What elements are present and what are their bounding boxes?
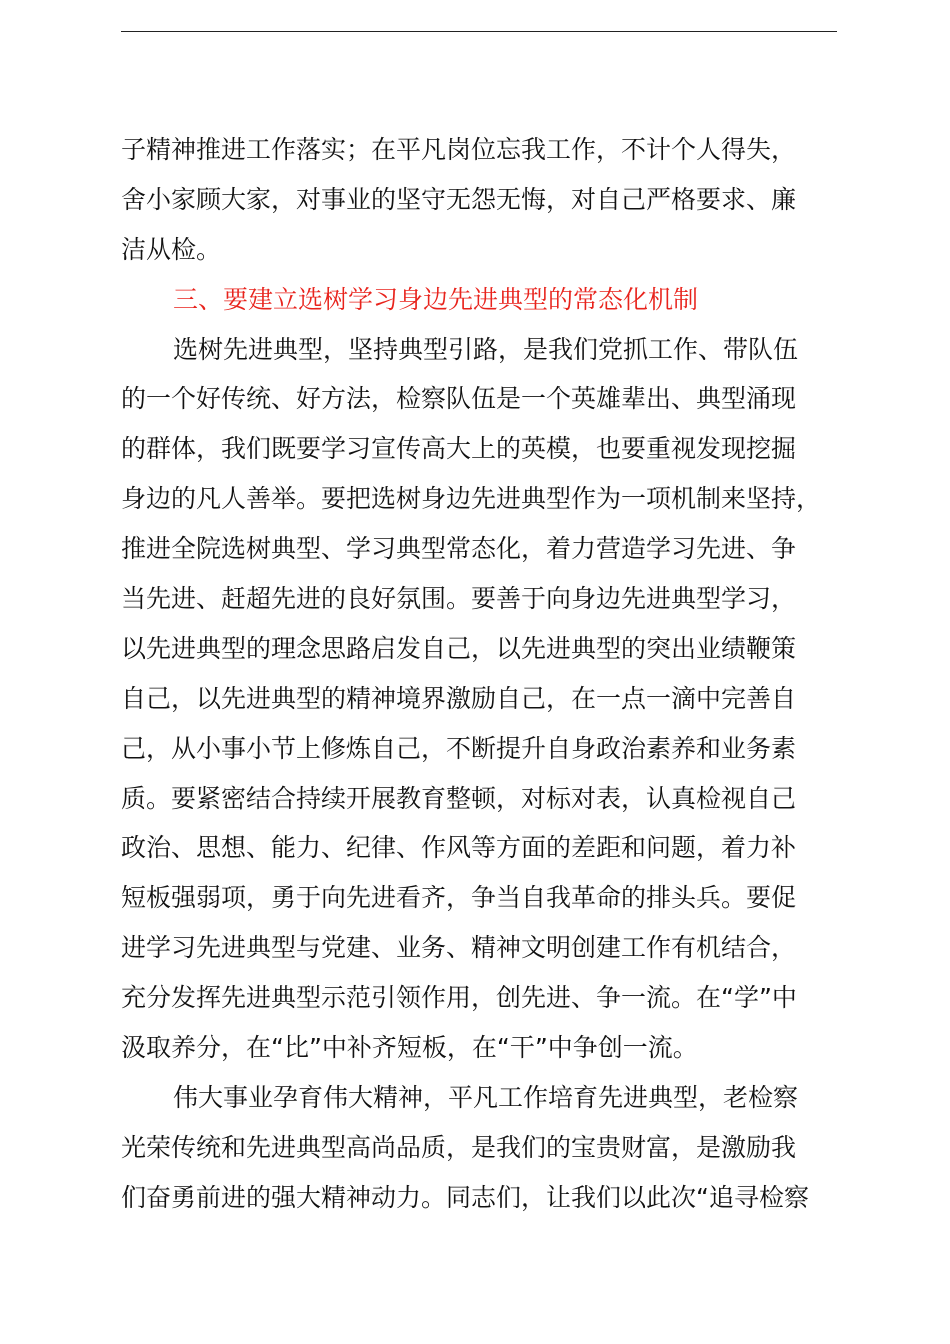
body-line: 短板强弱项，勇于向先进看齐，争当自我革命的排头兵。要促: [121, 883, 797, 913]
body-line: 的一个好传统、好方法，检察队伍是一个英雄辈出、典型涌现: [121, 384, 797, 414]
paragraph-first-line: 伟大事业孕育伟大精神，平凡工作培育先进典型，老检察: [173, 1082, 799, 1112]
body-line: 舍小家顾大家，对事业的坚守无怨无悔，对自己严格要求、廉: [121, 184, 797, 214]
body-line: 自己，以先进典型的精神境界激励自己，在一点一滴中完善自: [121, 683, 797, 713]
body-line: 政治、思想、能力、纪律、作风等方面的差距和问题，着力补: [121, 833, 797, 863]
body-line: 充分发挥先进典型示范引领作用，创先进、争一流。在“学”中: [121, 983, 797, 1013]
header-rule: [121, 31, 837, 32]
body-line: 当先进、赶超先进的良好氛围。要善于向身边先进典型学习，: [121, 584, 797, 614]
body-line: 们奋勇前进的强大精神动力。同志们，让我们以此次“追寻检察: [121, 1182, 809, 1212]
body-line: 光荣传统和先进典型高尚品质，是我们的宝贵财富，是激励我: [121, 1132, 797, 1162]
body-line: 质。要紧密结合持续开展教育整顿，对标对表，认真检视自己: [121, 783, 797, 813]
document-body: [121, 125, 841, 1223]
body-line: 推进全院选树典型、学习典型常态化，着力营造学习先进、争: [121, 534, 797, 564]
body-line: 汲取养分，在“比”中补齐短板，在“干”中争创一流。: [121, 1033, 698, 1063]
section-heading: 三、要建立选树学习身边先进典型的常态化机制: [173, 284, 699, 314]
body-line: 子精神推进工作落实；在平凡岗位忘我工作，不计个人得失，: [121, 135, 797, 164]
body-line: 身边的凡人善举。要把选树身边先进典型作为一项机制来坚持，: [121, 484, 822, 514]
paragraph-first-line: 选树先进典型，坚持典型引路，是我们党抓工作、带队伍: [173, 334, 799, 364]
body-line: 己，从小事小节上修炼自己，不断提升自身政治素养和业务素: [121, 733, 797, 763]
body-line: 进学习先进典型与党建、业务、精神文明创建工作有机结合，: [121, 933, 797, 963]
body-line: 以先进典型的理念思路启发自己，以先进典型的突出业绩鞭策: [121, 633, 797, 663]
body-line: 洁从检。: [121, 234, 222, 264]
body-line: 的群体，我们既要学习宣传高大上的英模，也要重视发现挖掘: [121, 434, 797, 464]
